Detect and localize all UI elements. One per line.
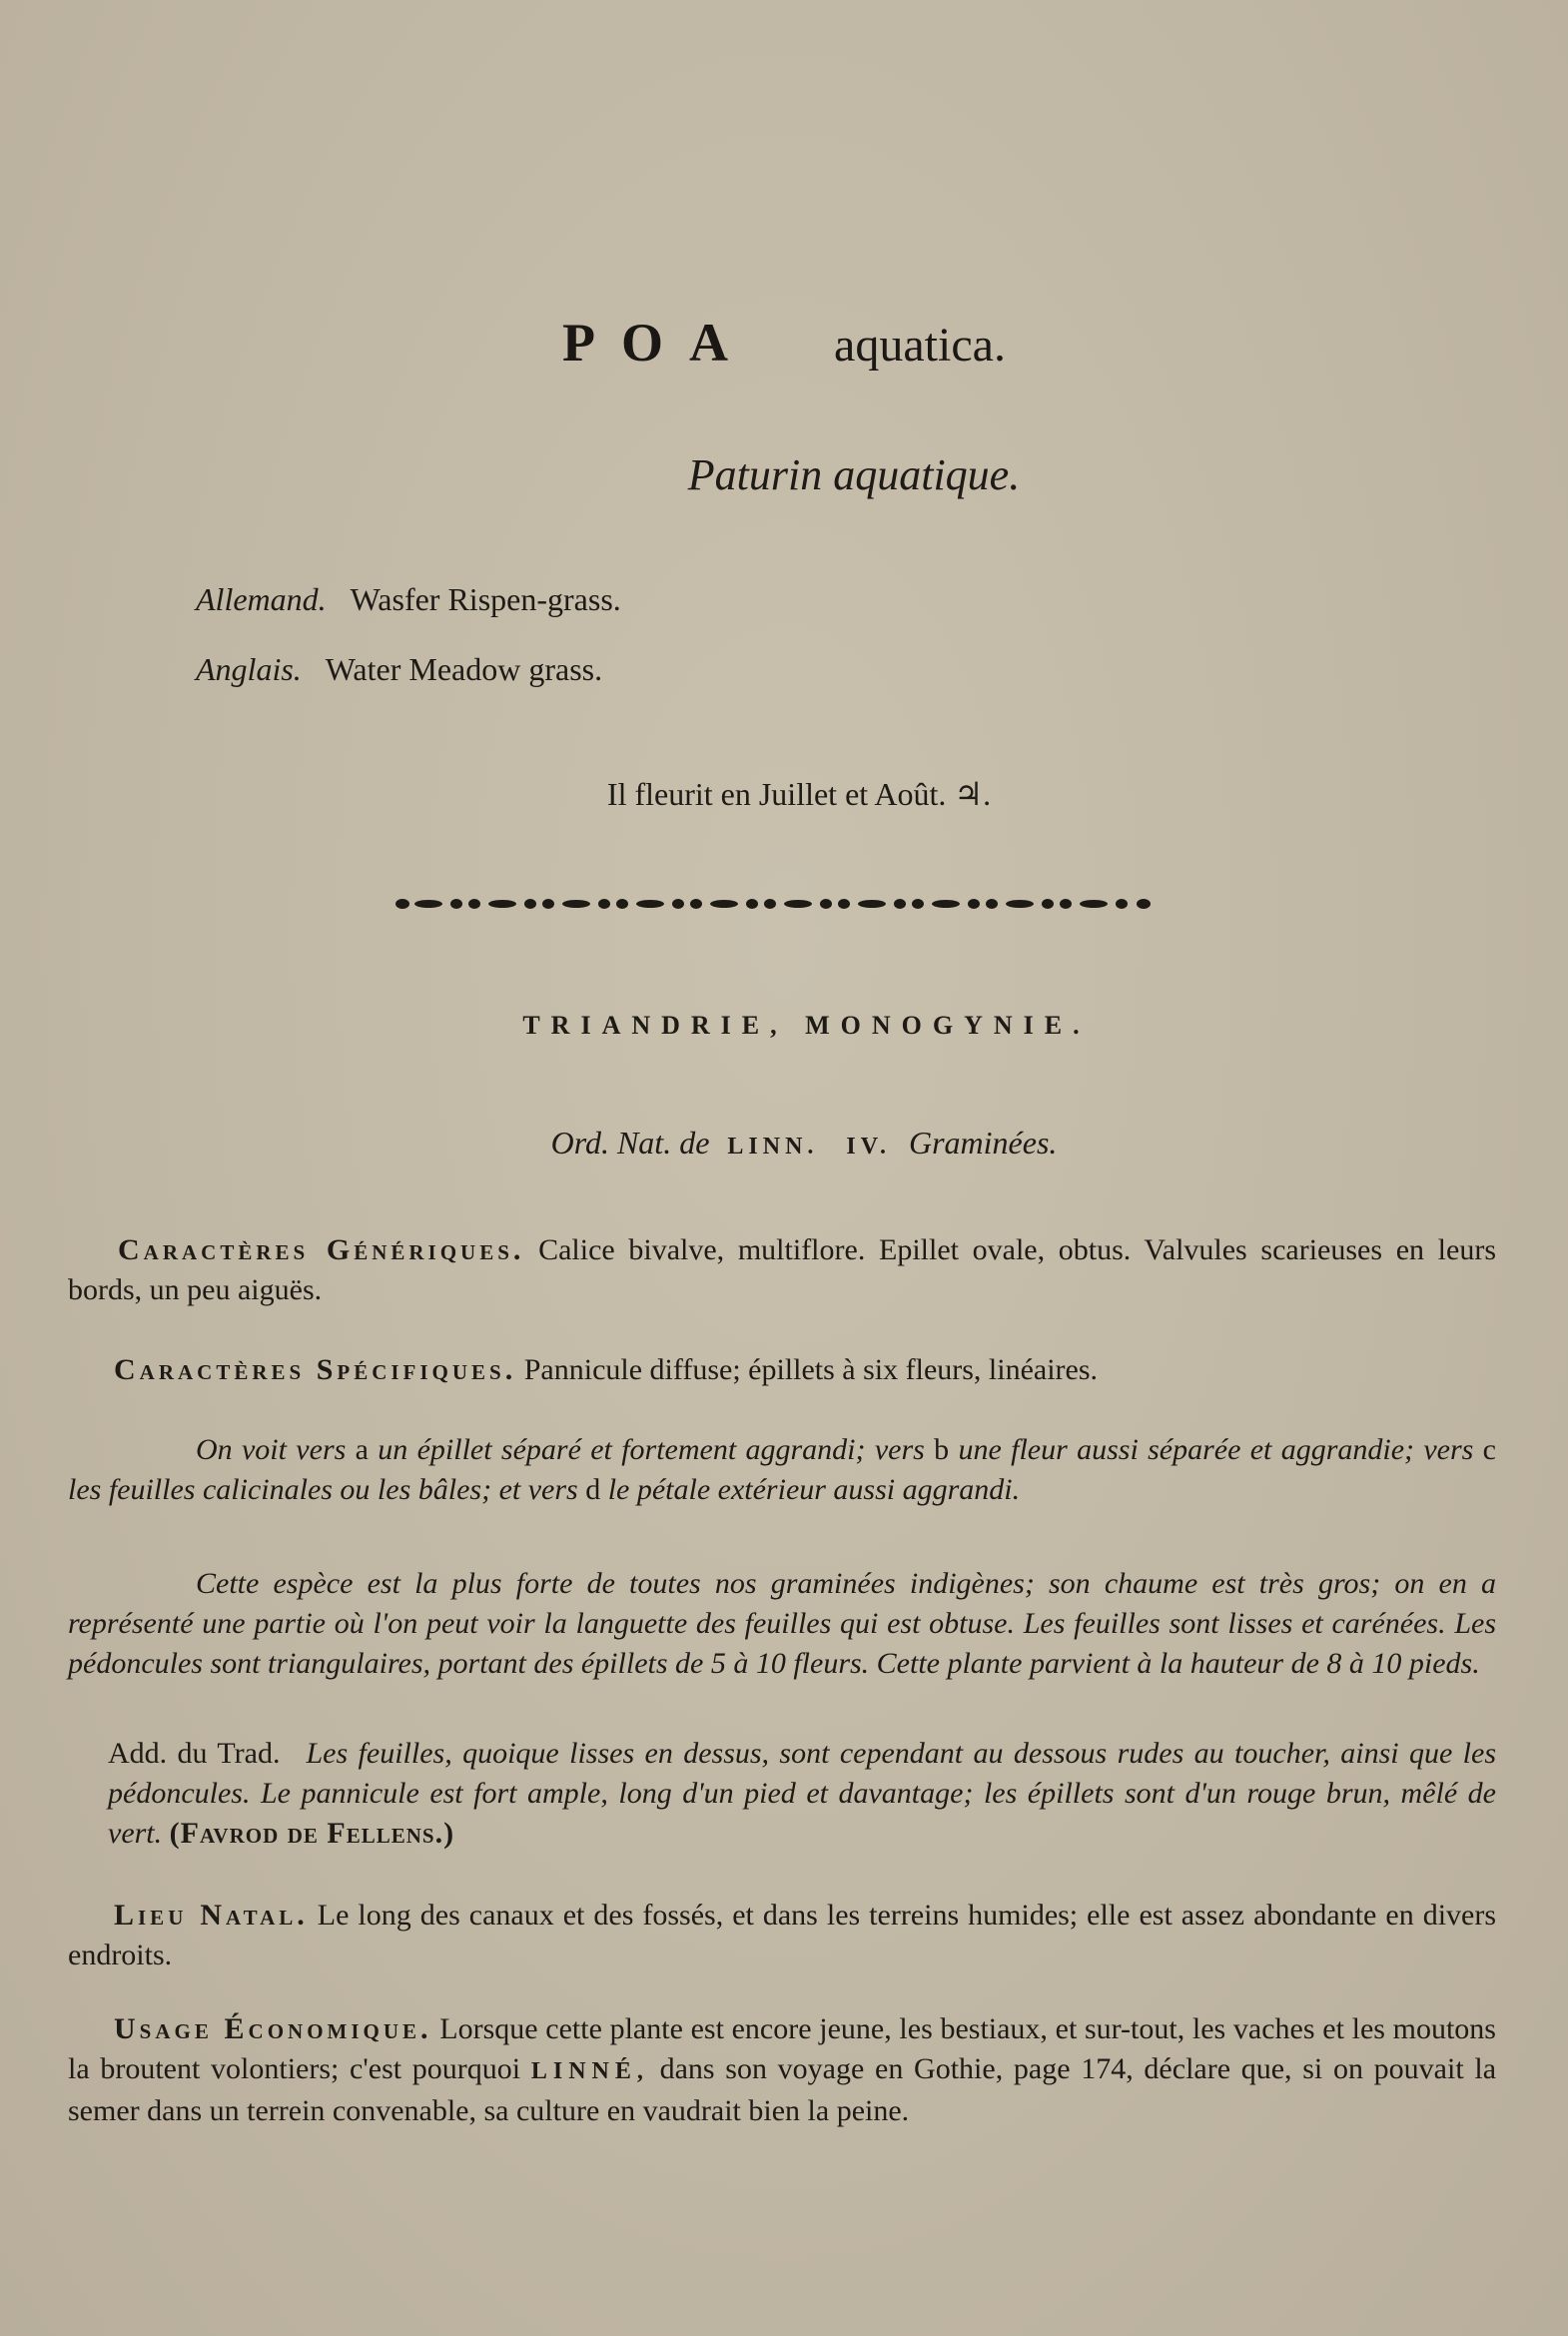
translator-text: Les feuilles, quoique lisses en dessus, sont cependant au dessous rudes au toucher, ainsi que les pédoncules. Le pannicule est fort ample, long d'un pied et davantage; les épillets sont d'un rouge brun, mêlé de vert. [108,1737,1497,1850]
ord-nat-author: LINN. [727,1134,819,1160]
flowering-period: Il fleurit en Juillet et Août. ♃. [606,776,992,812]
vernacular-german [196,581,621,618]
french-name: Paturin aquatique. [687,450,1021,499]
usage-heading: Usage Économique. [114,2012,432,2045]
ord-nat-prefix: Ord. Nat. de [550,1125,710,1161]
figure-note-text: le pétale extérieur aussi aggrandi. [607,1473,1021,1506]
ord-nat-number: IV. [846,1134,891,1160]
translator-author: (Favrod de Fellens.) [169,1817,455,1850]
vernacular-name: Wasfer Rispen-grass. [350,581,621,617]
translator-note [108,1734,1496,1854]
language-label: Anglais. [196,651,302,687]
figure-letter: a [355,1433,369,1466]
species-description: Cette espèce est la plus forte de toutes nos graminées indigènes; son chaume est très gros; on en a représenté une partie où l'on peut voir la languette des feuilles qui est obtuse. Les feuilles sont lisses et carénées. Les pédoncules sont triangulaires, portant des épillets de 5 à 10 fleurs. Cette plante parvient à la hauteur de 8 à 10 pieds. [68,1567,1496,1680]
specific-heading: Caractères Spécifiques. [114,1353,517,1386]
species-name: aquatica. [834,319,1006,372]
generic-text: Calice bivalve, multiflore. Epillet ovale, obtus. Valvules scarieuses en leurs bords, un peu aiguës. [68,1233,1496,1306]
figure-note-text: les feuilles calicinales ou les bâles; et vers [68,1473,578,1506]
figure-note-text: On voit vers [196,1433,347,1466]
vernacular-english [196,651,602,688]
usage-text: Lorsque cette plante est encore jeune, les bestiaux, et sur-tout, les vaches et les moutons la broutent volontiers; c'est pourquoi [68,2012,1496,2085]
figure-note-text: un épillet séparé et fortement aggrandi; vers [378,1433,925,1466]
specific-text: Pannicule diffuse; épillets à six fleurs, linéaires. [523,1353,1099,1386]
linnaean-class: TRIANDRIE, MONOGYNIE. [522,1011,1091,1040]
language-label: Allemand. [196,581,327,617]
translator-label: Add. du Trad. [108,1737,281,1770]
economic-use [68,2009,1496,2131]
habitat-text: Le long des canaux et des fossés, et dans les terreins humides; elle est assez abondante en divers endroits. [68,1899,1497,1971]
habitat [68,1896,1496,1975]
ord-nat-family: Graminées. [908,1125,1058,1161]
usage-text: dans son voyage en Gothie, page 174, déclare que, si on pouvait la semer dans un terrein convenable, sa culture en vaudrait bien la peine. [68,2052,1497,2127]
figure-note-text: une fleur aussi séparée et aggrandie; vers [958,1433,1474,1466]
figure-letter: c [1482,1433,1496,1466]
vernacular-name: Water Meadow grass. [325,651,603,687]
natural-order [0,1125,1568,1162]
figure-note [68,1430,1496,1510]
generic-characters [68,1230,1496,1310]
habitat-heading: Lieu Natal. [114,1899,309,1932]
page-title [0,312,1568,374]
specific-characters [114,1350,1496,1390]
generic-heading: Caractères Génériques. [118,1233,525,1266]
genus-name: POA [562,313,755,373]
linne-name: LINNÉ, [530,2058,649,2084]
figure-letter: d [585,1473,601,1506]
ornament-divider [394,892,1154,916]
figure-letter: b [934,1433,950,1466]
